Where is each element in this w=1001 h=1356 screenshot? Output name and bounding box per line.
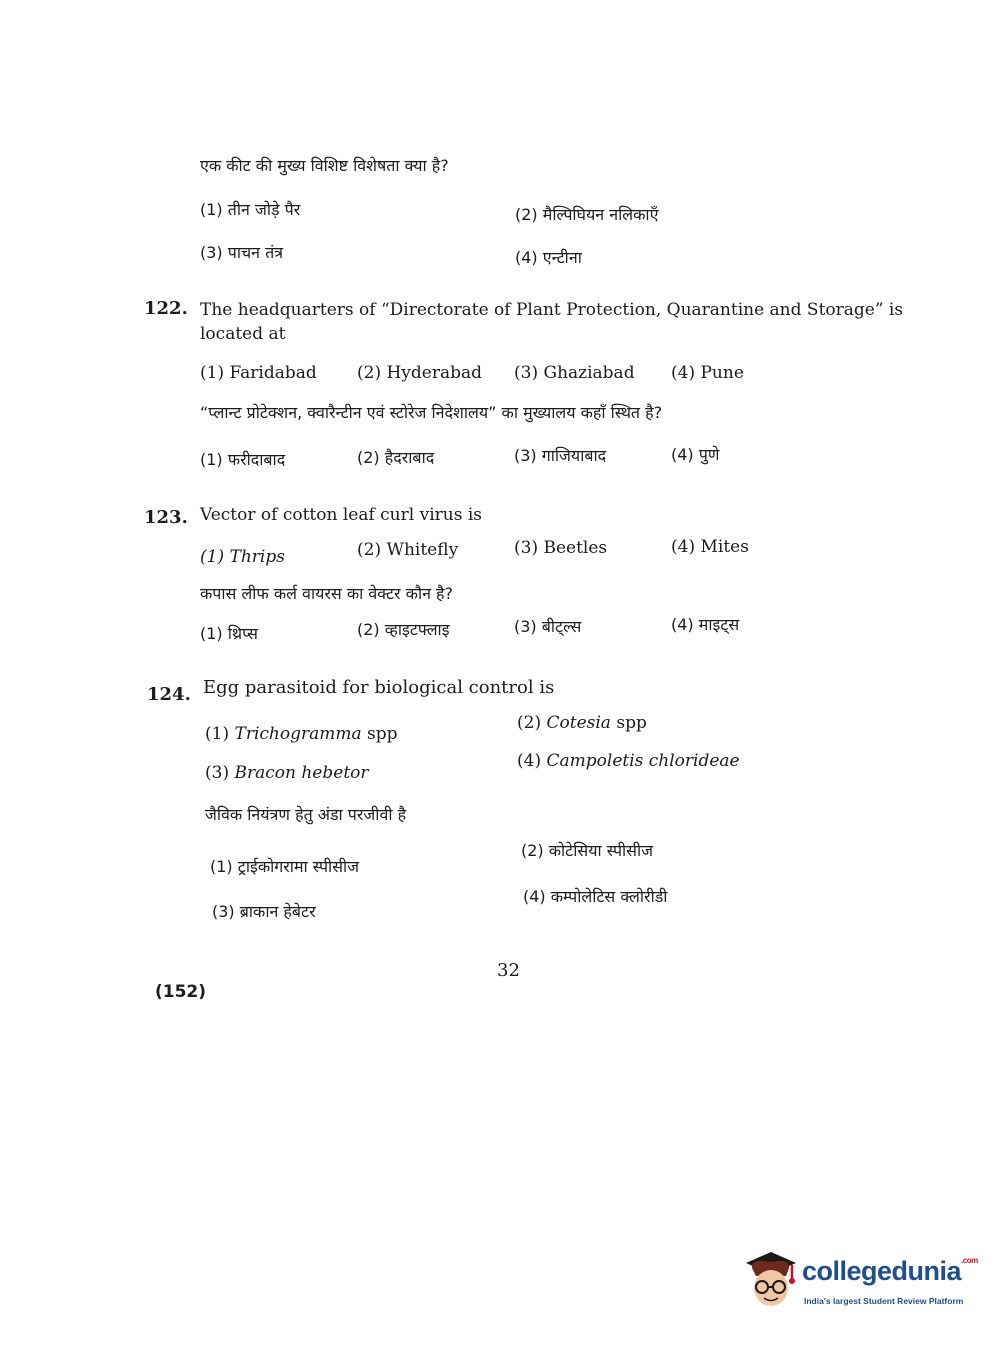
species-suffix: spp [616,713,647,733]
q123-option-1-hindi: (1) थ्रिप्स [200,624,258,643]
q124-option-2 [517,713,647,733]
q121-option-3-hindi: (3) पाचन तंत्र [200,243,284,262]
species-name: Cotesia [546,713,611,733]
q123-option-2: (2) Whitefly [357,540,459,560]
q123-option-4-hindi: (4) माइट्स [671,615,740,634]
q121-option-4-hindi: (4) एन्टीना [515,248,582,267]
q123-option-3: (3) Beetles [514,538,608,558]
q122-option-3: (3) Ghaziabad [514,363,635,383]
q124-option-1-hindi: (1) ट्राईकोगरामा स्पीसीज [210,857,360,876]
q122-option-4-hindi: (4) पुणे [671,445,720,464]
q121-option-2-hindi: (2) मैल्पिघियन नलिकाएँ [515,205,659,224]
q122-option-4: (4) Pune [671,363,744,383]
paper-code: (152) [155,982,207,1002]
page-number: 32 [497,960,520,981]
q121-option-1-hindi: (1) तीन जोड़े पैर [200,200,301,219]
q122-question-hindi: “प्लान्ट प्रोटेक्शन, क्वारैन्टीन एवं स्टोरेज निदेशालय” का मुख्यालय कहाँ स्थित है? [200,403,663,422]
collegedunia-logo [742,1250,978,1320]
logo-name: collegedunia [802,1256,962,1286]
option-number: (1) [205,724,230,744]
q122-question-line2: located at [200,324,286,344]
logo-tagline: India's largest Student Review Platform [804,1296,964,1306]
q124-option-1 [205,724,398,744]
q123-option-3-hindi: (3) बीट्ल्स [514,617,582,636]
option-number: (4) [517,751,542,771]
q122-option-2: (2) Hyderabad [357,363,483,383]
q124-option-3-hindi: (3) ब्राकान हेबेटर [212,902,316,921]
q123-option-2-hindi: (2) व्हाइटफ्लाइ [357,620,450,639]
species-name: Bracon hebetor [234,763,369,783]
q123-question-hindi: कपास लीफ कर्ल वायरस का वेक्टर कौन है? [200,584,454,603]
q121-question-hindi: एक कीट की मुख्य विशिष्ट विशेषता क्या है? [200,156,449,175]
q124-question: Egg parasitoid for biological control is [203,677,555,698]
q123-question: Vector of cotton leaf curl virus is [200,505,483,525]
option-number: (3) [205,763,230,783]
q122-question-line1: The headquarters of “Directorate of Plant Protection, Quarantine and Storage” is [200,300,904,320]
option-number: (2) [517,713,542,733]
q124-number: 124. [147,684,191,705]
q124-option-4 [517,751,740,771]
q122-number: 122. [144,298,188,319]
species-suffix: spp [367,724,398,744]
q124-option-3 [205,763,369,783]
mascot-icon [742,1250,800,1314]
q122-option-3-hindi: (3) गाजियाबाद [514,446,607,465]
q123-option-4: (4) Mites [671,537,749,557]
q123-number: 123. [144,507,188,528]
q122-option-2-hindi: (2) हैदराबाद [357,448,435,467]
q124-option-4-hindi: (4) कम्पोलेटिस क्लोरीडी [523,887,668,906]
q122-option-1: (1) Faridabad [200,363,317,383]
logo-wordmark [802,1256,978,1287]
species-name: Trichogramma [234,724,362,744]
q124-question-hindi: जैविक नियंत्रण हेतु अंडा परजीवी है [205,805,407,824]
q124-option-2-hindi: (2) कोटेसिया स्पीसीज [521,841,654,860]
logo-suffix: .com [961,1256,978,1265]
q123-option-1: (1) Thrips [200,547,285,567]
q122-option-1-hindi: (1) फरीदाबाद [200,450,286,469]
species-name: Campoletis chlorideae [546,751,740,771]
